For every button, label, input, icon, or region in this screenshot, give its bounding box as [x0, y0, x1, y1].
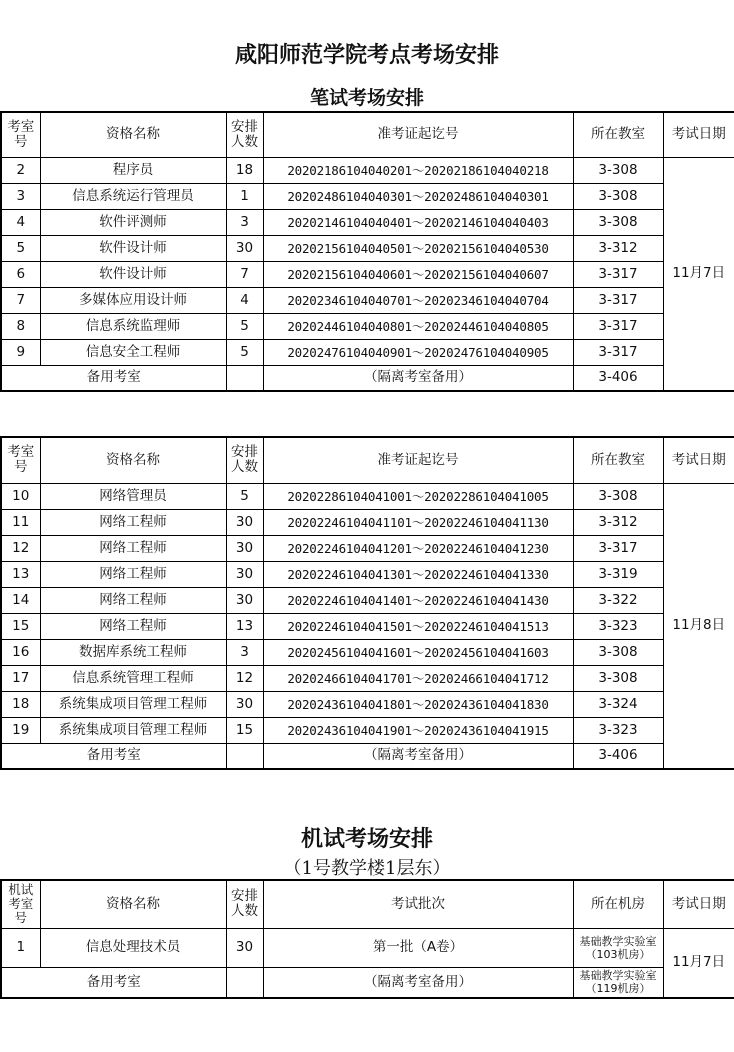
classroom: [573, 509, 663, 535]
header-name: [40, 112, 226, 157]
qualification-name-text: 程序员: [112, 161, 154, 178]
qualification-name-text: 软件评测师: [99, 213, 167, 230]
exam-batch: [263, 928, 573, 967]
room-number: [1, 561, 40, 587]
candidate-count: [226, 561, 263, 587]
qualification-name: [40, 691, 226, 717]
backup-lab: [573, 967, 663, 998]
qualification-name: [40, 613, 226, 639]
computer-lab: [573, 928, 663, 967]
candidate-count: [226, 157, 263, 183]
classroom-text: 3-323: [598, 617, 638, 634]
table-row: [1, 339, 734, 365]
header-ticket-text: 准考证起讫号: [377, 451, 459, 468]
qualification-name: [40, 339, 226, 365]
header-date: [663, 437, 734, 483]
table-row: [1, 261, 734, 287]
header-batch-text: 考试批次: [391, 895, 445, 912]
room-number: [1, 665, 40, 691]
table-row: [1, 313, 734, 339]
backup-note: [263, 365, 573, 391]
header-name-text: 资格名称: [106, 451, 160, 468]
ticket-range: [263, 483, 573, 509]
classroom: [573, 535, 663, 561]
qualification-name-text: 网络工程师: [99, 539, 167, 556]
qualification-name-text: 网络工程师: [99, 591, 167, 608]
qualification-name: [40, 717, 226, 743]
classroom-text: 3-319: [598, 565, 638, 582]
ticket-range-text: 20202246104041501～20202246104041513: [287, 618, 549, 634]
candidate-count: [226, 928, 263, 967]
header-count: 安排人数: [226, 112, 263, 157]
room-number-text: 4: [16, 213, 26, 230]
header-row: [1, 437, 734, 483]
classroom: [573, 183, 663, 209]
room-number: [1, 928, 40, 967]
header-lab-text: 所在机房: [591, 895, 645, 912]
ticket-range-text: 20202246104041401～20202246104041430: [287, 592, 549, 608]
header-room: 考室号: [1, 112, 40, 157]
ticket-range: [263, 209, 573, 235]
header-room: 机试考室号: [1, 880, 40, 928]
lab-name: 基础教学实验室: [579, 934, 657, 948]
table-row: [1, 509, 734, 535]
room-number: [1, 587, 40, 613]
header-room: 考室号: [1, 437, 40, 483]
header-classroom-text: 所在教室: [591, 126, 645, 143]
header-classroom: [573, 437, 663, 483]
ticket-range: [263, 561, 573, 587]
ticket-range: [263, 261, 573, 287]
written-title: 笔试考场安排: [309, 87, 424, 109]
header-ticket: [263, 437, 573, 483]
candidate-count-text: 5: [240, 317, 249, 334]
candidate-count: [226, 261, 263, 287]
room-number: [1, 639, 40, 665]
qualification-name-text: 信息处理技术员: [85, 939, 181, 955]
header-date-text: 考试日期: [671, 895, 726, 912]
room-number: [1, 209, 40, 235]
ticket-range: [263, 339, 573, 365]
classroom-text: 3-317: [598, 539, 638, 556]
qualification-name: [40, 209, 226, 235]
candidate-count: [226, 339, 263, 365]
header-lab: [573, 880, 663, 928]
ticket-range: [263, 587, 573, 613]
qualification-name-text: 信息系统管理工程师: [72, 669, 194, 686]
header-batch: [263, 880, 573, 928]
room-number: [1, 483, 40, 509]
qualification-name: [40, 561, 226, 587]
backup-label-text: 备用考室: [86, 369, 141, 386]
classroom-text: 3-308: [598, 213, 638, 230]
candidate-count-text: 30: [235, 695, 254, 712]
candidate-count: [226, 183, 263, 209]
exam-date: [663, 157, 734, 391]
exam-date-text: 11月7日: [672, 265, 726, 282]
header-name-text: 资格名称: [106, 895, 160, 912]
room-number-text: 2: [16, 161, 26, 178]
written-table-1: [0, 111, 734, 392]
room-number: [1, 691, 40, 717]
backup-classroom-text: 3-406: [598, 747, 638, 764]
qualification-name-text: 系统集成项目管理工程师: [58, 695, 208, 712]
ticket-range-text: 20202476104040901～20202476104040905: [287, 344, 549, 360]
room-number-text: 3: [16, 187, 26, 204]
lab-room: （103机房）: [585, 947, 651, 961]
ticket-range: [263, 535, 573, 561]
room-number-text: 19: [12, 721, 30, 738]
table-row: [1, 928, 734, 967]
room-number-text: 16: [12, 643, 30, 660]
backup-classroom-text: 3-406: [598, 369, 638, 386]
qualification-name: [40, 587, 226, 613]
classroom: [573, 639, 663, 665]
candidate-count: [226, 209, 263, 235]
room-number: [1, 157, 40, 183]
header-classroom: [573, 112, 663, 157]
room-number-text: 18: [12, 695, 30, 712]
exam-date: [663, 483, 734, 769]
header-ticket-text: 准考证起讫号: [377, 126, 459, 143]
backup-label: [1, 365, 226, 391]
room-number-text: 15: [12, 617, 30, 634]
exam-date-text: 11月7日: [672, 954, 726, 971]
backup-label-text: 备用考室: [86, 747, 141, 764]
ticket-range: [263, 639, 573, 665]
classroom: [573, 665, 663, 691]
classroom-text: 3-308: [598, 187, 638, 204]
ticket-range-text: 20202186104040201～20202186104040218: [287, 162, 549, 178]
classroom: [573, 717, 663, 743]
qualification-name-text: 网络工程师: [99, 617, 167, 634]
computer-subtitle: （1号教学楼1层东）: [283, 858, 451, 879]
candidate-count: [226, 613, 263, 639]
table-row: [1, 639, 734, 665]
table-row: [1, 561, 734, 587]
table-row: [1, 287, 734, 313]
table-row: [1, 535, 734, 561]
qualification-name: [40, 665, 226, 691]
classroom-text: 3-322: [598, 591, 638, 608]
room-number-text: 13: [12, 565, 30, 582]
header-count: 安排人数: [226, 880, 263, 928]
header-ticket: [263, 112, 573, 157]
ticket-range-text: 20202456104041601～20202456104041603: [287, 644, 549, 660]
qualification-name-text: 网络管理员: [99, 487, 167, 504]
room-number: [1, 235, 40, 261]
qualification-name: [40, 928, 226, 967]
header-count: 安排人数: [226, 437, 263, 483]
qualification-name-text: 系统集成项目管理工程师: [58, 721, 208, 738]
room-number-text: 6: [16, 265, 26, 282]
table-row: [1, 183, 734, 209]
backup-note-text: （隔离考室备用）: [364, 747, 472, 764]
room-number: [1, 535, 40, 561]
empty-cell: [226, 365, 263, 391]
candidate-count: [226, 665, 263, 691]
qualification-name-text: 软件设计师: [99, 265, 167, 282]
backup-note: [263, 967, 573, 998]
qualification-name: [40, 535, 226, 561]
ticket-range-text: 20202286104041001～20202286104041005: [287, 488, 549, 504]
classroom-text: 3-317: [598, 291, 638, 308]
table-row: [1, 717, 734, 743]
classroom: [573, 313, 663, 339]
ticket-range: [263, 613, 573, 639]
qualification-name: [40, 483, 226, 509]
qualification-name-text: 网络工程师: [99, 565, 167, 582]
computer-title: 机试考场安排: [300, 826, 433, 852]
table-row: [1, 613, 734, 639]
backup-label: [1, 967, 226, 998]
qualification-name: [40, 313, 226, 339]
candidate-count: [226, 313, 263, 339]
backup-row: [1, 967, 734, 998]
header-date: [663, 880, 734, 928]
classroom-text: 3-317: [598, 343, 638, 360]
candidate-count: [226, 535, 263, 561]
classroom: [573, 691, 663, 717]
table-row: [1, 587, 734, 613]
ticket-range: [263, 235, 573, 261]
qualification-name-text: 信息系统运行管理员: [72, 187, 194, 204]
qualification-name: [40, 287, 226, 313]
exam-date: [663, 928, 734, 998]
room-number: [1, 509, 40, 535]
empty-cell: [226, 967, 263, 998]
ticket-range: [263, 287, 573, 313]
room-number: [1, 287, 40, 313]
classroom: [573, 483, 663, 509]
backup-label-text: 备用考室: [86, 973, 141, 990]
candidate-count-text: 12: [235, 669, 254, 686]
ticket-range: [263, 665, 573, 691]
header-row: [1, 880, 734, 928]
classroom-text: 3-317: [598, 317, 638, 334]
ticket-range-text: 20202246104041201～20202246104041230: [287, 540, 549, 556]
ticket-range-text: 20202346104040701～20202346104040704: [287, 292, 549, 308]
qualification-name-text: 信息安全工程师: [85, 343, 181, 360]
empty-cell: [226, 743, 263, 769]
candidate-count-text: 5: [240, 343, 249, 360]
backup-note: [263, 743, 573, 769]
candidate-count-text: 30: [235, 591, 254, 608]
ticket-range-text: 20202446104040801～20202446104040805: [287, 318, 549, 334]
backup-classroom: [573, 365, 663, 391]
header-name: [40, 880, 226, 928]
candidate-count-text: 4: [240, 291, 249, 308]
room-number: [1, 717, 40, 743]
ticket-range-text: 20202436104041801～20202436104041830: [287, 696, 549, 712]
classroom-text: 3-308: [598, 643, 638, 660]
ticket-range: [263, 313, 573, 339]
candidate-count-text: 1: [240, 187, 249, 204]
ticket-range-text: 20202246104041101～20202246104041130: [287, 514, 549, 530]
classroom-text: 3-323: [598, 721, 638, 738]
classroom: [573, 587, 663, 613]
room-number: [1, 339, 40, 365]
backup-classroom: [573, 743, 663, 769]
room-number-text: 11: [12, 513, 30, 530]
classroom: [573, 209, 663, 235]
room-number-text: 7: [16, 291, 26, 308]
candidate-count-text: 3: [240, 643, 249, 660]
candidate-count-text: 13: [235, 617, 254, 634]
backup-label: [1, 743, 226, 769]
candidate-count: [226, 717, 263, 743]
ticket-range-text: 20202156104040601～20202156104040607: [287, 266, 549, 282]
ticket-range: [263, 157, 573, 183]
candidate-count-text: 30: [235, 539, 254, 556]
table-row: [1, 209, 734, 235]
classroom: [573, 261, 663, 287]
backup-note-text: （隔离考室备用）: [364, 973, 472, 990]
backup-row: [1, 743, 734, 769]
classroom: [573, 287, 663, 313]
room-number-text: 12: [12, 539, 30, 556]
candidate-count: [226, 587, 263, 613]
ticket-range-text: 20202146104040401～20202146104040403: [287, 214, 549, 230]
classroom: [573, 613, 663, 639]
qualification-name: [40, 509, 226, 535]
header-date: [663, 112, 734, 157]
candidate-count: [226, 235, 263, 261]
qualification-name-text: 信息系统监理师: [85, 317, 181, 334]
classroom-text: 3-312: [598, 513, 638, 530]
ticket-range: [263, 691, 573, 717]
classroom-text: 3-308: [598, 487, 638, 504]
qualification-name: [40, 639, 226, 665]
room-number: [1, 183, 40, 209]
backup-note-text: （隔离考室备用）: [364, 369, 472, 386]
classroom-text: 3-317: [598, 265, 638, 282]
ticket-range-text: 20202246104041301～20202246104041330: [287, 566, 549, 582]
candidate-count-text: 30: [235, 565, 254, 582]
qualification-name: [40, 261, 226, 287]
candidate-count: [226, 287, 263, 313]
backup-row: [1, 365, 734, 391]
room-number: [1, 261, 40, 287]
table-row: [1, 235, 734, 261]
computer-table: [0, 879, 734, 999]
room-number-text: 14: [12, 591, 30, 608]
classroom-text: 3-308: [598, 161, 638, 178]
room-number-text: 8: [16, 317, 26, 334]
page-title: 咸阳师范学院考点考场安排: [234, 42, 499, 68]
qualification-name-text: 网络工程师: [99, 513, 167, 530]
candidate-count-text: 5: [240, 487, 249, 504]
qualification-name-text: 软件设计师: [99, 239, 167, 256]
table-row: [1, 157, 734, 183]
room-number-text: 17: [12, 669, 30, 686]
candidate-count-text: 30: [235, 239, 254, 256]
ticket-range: [263, 183, 573, 209]
room-number: [1, 613, 40, 639]
ticket-range-text: 20202436104041901～20202436104041915: [287, 722, 549, 738]
candidate-count-text: 7: [240, 265, 249, 282]
table-row: [1, 665, 734, 691]
table-row: [1, 483, 734, 509]
header-name: [40, 437, 226, 483]
classroom: [573, 157, 663, 183]
classroom: [573, 339, 663, 365]
header-row: [1, 112, 734, 157]
candidate-count-text: 15: [235, 721, 254, 738]
written-table-2: [0, 436, 734, 770]
ticket-range-text: 20202486104040301～20202486104040301: [287, 188, 549, 204]
ticket-range: [263, 717, 573, 743]
classroom-text: 3-312: [598, 239, 638, 256]
candidate-count: [226, 691, 263, 717]
candidate-count-text: 3: [240, 213, 249, 230]
room-number-text: 5: [16, 239, 26, 256]
classroom: [573, 561, 663, 587]
classroom-text: 3-324: [598, 695, 638, 712]
qualification-name: [40, 235, 226, 261]
header-name-text: 资格名称: [106, 126, 160, 143]
candidate-count-text: 30: [235, 939, 254, 955]
room-number: [1, 313, 40, 339]
candidate-count-text: 18: [235, 161, 254, 178]
ticket-range-text: 20202466104041701～20202466104041712: [287, 670, 549, 686]
lab-name: 基础教学实验室: [579, 969, 657, 983]
room-number-text: 10: [12, 487, 30, 504]
candidate-count-text: 30: [235, 513, 254, 530]
qualification-name: [40, 183, 226, 209]
candidate-count: [226, 509, 263, 535]
qualification-name: [40, 157, 226, 183]
table-row: [1, 691, 734, 717]
candidate-count: [226, 483, 263, 509]
room-number-text: 1: [16, 939, 26, 955]
header-date-text: 考试日期: [671, 126, 726, 143]
qualification-name-text: 多媒体应用设计师: [79, 291, 187, 308]
header-date-text: 考试日期: [671, 451, 726, 468]
classroom-text: 3-308: [598, 669, 638, 686]
ticket-range: [263, 509, 573, 535]
candidate-count: [226, 639, 263, 665]
header-classroom-text: 所在教室: [591, 451, 645, 468]
classroom: [573, 235, 663, 261]
lab-room: （119机房）: [585, 982, 651, 996]
exam-date-text: 11月8日: [672, 617, 726, 634]
room-number-text: 9: [16, 343, 26, 360]
qualification-name-text: 数据库系统工程师: [79, 643, 187, 660]
exam-batch-text: 第一批（A卷）: [372, 939, 464, 955]
ticket-range-text: 20202156104040501～20202156104040530: [287, 240, 549, 256]
